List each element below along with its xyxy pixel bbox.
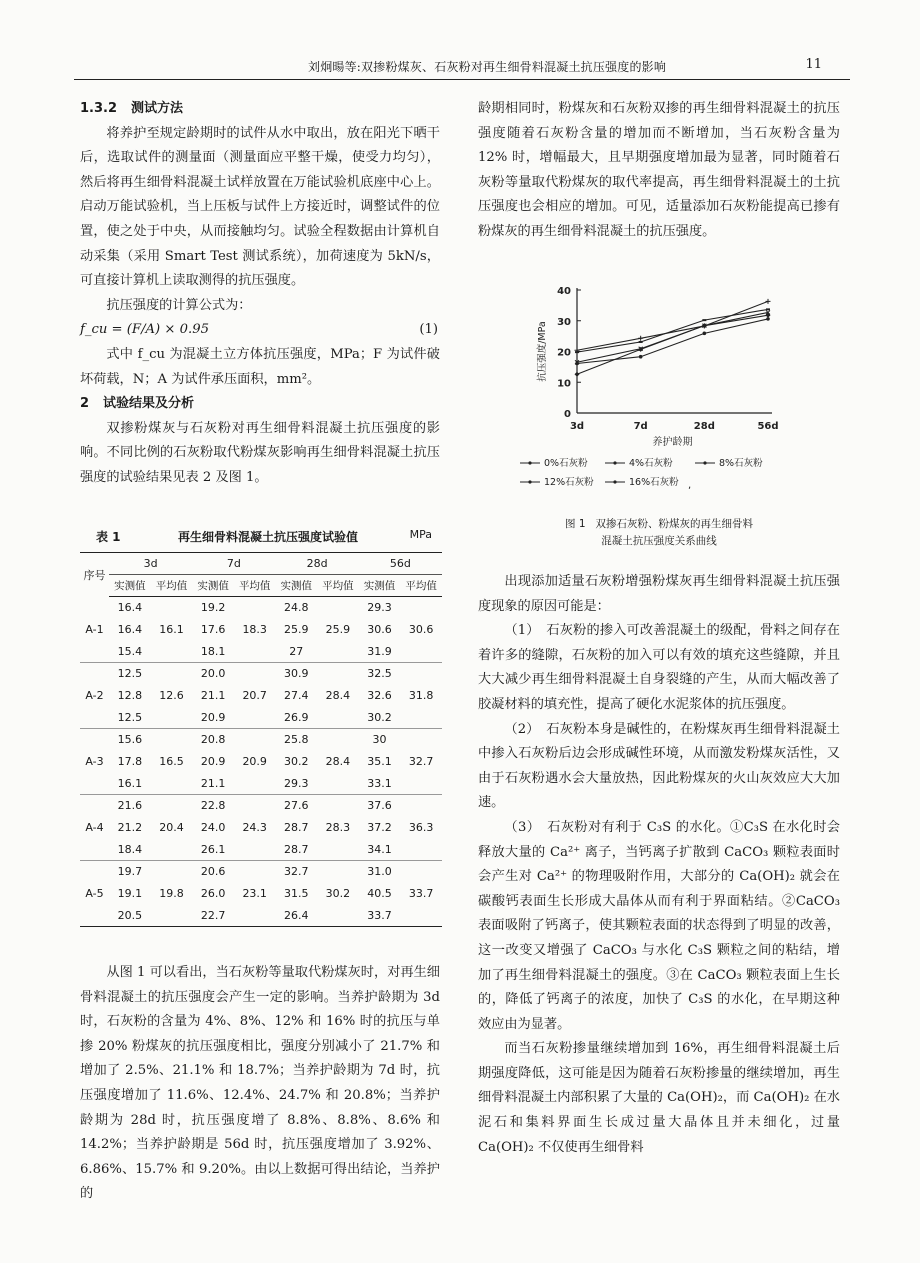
measured-value: 29.3 (276, 773, 318, 795)
measured-value: 20.9 (192, 707, 234, 729)
section-number: 2 (80, 396, 90, 412)
measured-value: 30 (372, 733, 387, 747)
section-heading-2 (80, 392, 440, 417)
legend-marker (703, 461, 706, 464)
measured-value: 16.4 (117, 601, 143, 615)
y-tick-label: 40 (557, 286, 571, 297)
formula-intro: 抗压强度的计算公式为： (106, 297, 252, 313)
measured-header: 实测值 (192, 575, 234, 597)
x-tick-label: 3d (569, 421, 585, 432)
measured-value: 15.4 (109, 641, 151, 663)
measured-value: 20.5 (109, 905, 151, 927)
running-header (74, 52, 850, 80)
measured-value: 19.7 (117, 865, 143, 879)
table-row (80, 795, 442, 817)
mean-value: 16.1 (151, 597, 193, 663)
paragraph-reason-intro: 出现添加适量石灰粉增强粉煤灰再生细骨料混凝土抗压强度现象的原因可能是： (478, 574, 840, 614)
figure-caption-line-1: 双掺石灰粉、粉煤灰的再生细骨料 (595, 518, 754, 530)
sample-id: A-2 (80, 663, 109, 729)
paragraph-final: 而当石灰粉掺量继续增加到 16%，再生细骨料混凝土后期强度降低，这可能是因为随着石灰粉掺量的继续增加，再生细骨料混凝土内部积累了大量的 Ca(OH)₂，而 Ca(OH)₂ 在水泥石和集料界面生长成过量大晶体且并未细化，过量 Ca(OH)₂ 不仅使再生细骨料 (478, 1041, 840, 1155)
sample-id: A-5 (80, 861, 109, 927)
y-tick-label: 30 (557, 316, 571, 328)
measured-header: 实测值 (359, 575, 401, 597)
measured-value: 28.7 (276, 839, 318, 861)
mean-value: 32.7 (400, 729, 442, 795)
measured-value: 33.7 (359, 905, 401, 927)
legend-label: 16%石灰粉 (629, 477, 679, 488)
formula-1 (80, 318, 440, 343)
measured-value: 31.9 (359, 641, 401, 663)
measured-value: 19.1 (117, 887, 143, 900)
figure-label: 图 1 (564, 518, 586, 530)
measured-value: 29.3 (367, 601, 392, 615)
mean-value: 23.1 (234, 861, 276, 927)
measured-value: 35.1 (367, 755, 392, 768)
measured-value: 28.7 (284, 821, 309, 834)
figure-caption (478, 516, 840, 550)
row-header: 序号 (80, 553, 109, 597)
measured-value: 34.1 (359, 839, 401, 861)
formula-note: 式中 f_cu 为混凝土立方体抗压强度，MPa；F 为试件破坏荷载，N；A 为试件承压面积，mm²。 (80, 346, 440, 387)
measured-value: 27.6 (284, 799, 309, 813)
data-point (639, 341, 643, 343)
table-caption: 再生细骨料混凝土抗压强度试验值 (178, 530, 359, 544)
data-point (766, 308, 770, 310)
mean-value: 20.7 (234, 663, 276, 729)
right-column-lower (478, 570, 840, 1160)
reason-1: （1） 石灰粉的掺入可改善混凝土的级配，骨料之间存在着许多的缝隙，石灰粉的加入可以有效的填充这些缝隙，并且大大减少再生细骨料混凝土自身裂缝的产生，从而大幅改善了胶凝材料的填充性，提高了硬化水泥浆体的抗压强度。 (478, 623, 840, 712)
measured-value: 17.8 (117, 755, 143, 768)
x-tick-label: 28d (693, 421, 715, 432)
measured-value: 30.6 (367, 623, 392, 636)
table-body (80, 597, 442, 927)
mean-value: 20.4 (151, 795, 193, 861)
data-point (766, 299, 771, 304)
data-point (575, 372, 580, 377)
measured-value: 31.0 (367, 865, 392, 879)
measured-value: 25.9 (284, 623, 309, 636)
page-number: 11 (805, 57, 822, 72)
y-axis-label: 抗压强度/MPa (537, 321, 548, 382)
measured-value: 30.2 (284, 755, 309, 768)
x-axis-label: 养护龄期 (652, 437, 693, 448)
legend-label: 0%石灰粉 (544, 458, 588, 469)
left-column-lower (80, 961, 440, 1207)
measured-value: 17.6 (200, 623, 226, 636)
legend-label: 8%石灰粉 (719, 458, 763, 469)
table-unit: MPa (409, 528, 432, 541)
measured-value: 27 (276, 641, 318, 663)
legend-marker (613, 480, 616, 483)
x-tick-label: 7d (633, 421, 648, 432)
line-chart (500, 278, 800, 508)
measured-value: 37.2 (367, 821, 392, 834)
measured-value: 24.0 (200, 821, 226, 834)
series-line-4 (577, 309, 768, 352)
section-title: 测试方法 (131, 101, 184, 116)
measured-value: 33.1 (359, 773, 401, 795)
day-header: 28d (276, 553, 359, 575)
measured-value: 12.5 (109, 707, 151, 729)
legend-label: 12%石灰粉 (544, 477, 594, 488)
mean-value: 36.3 (400, 795, 442, 861)
mean-header: 平均值 (151, 575, 193, 597)
measured-value: 21.6 (117, 799, 143, 813)
data-point (575, 351, 579, 353)
measured-value: 20.9 (200, 755, 226, 768)
mean-header: 平均值 (234, 575, 276, 597)
paragraph-continued: 龄期相同时，粉煤灰和石灰粉双掺的再生细骨料混凝土的抗压强度随着石灰粉含量的增加而不断增加，当石灰粉含量为 12% 时，增幅最大，且早期强度增加最为显著，同时随着石灰粉等量取代粉煤灰的取代率提高，再生细骨料混凝土的土抗压强度也会相应的增加。可见，适量添加石灰粉能提高已掺有粉煤灰的再生细骨料混凝土的抗压强度。 (478, 101, 840, 239)
mean-value: 16.5 (151, 729, 193, 795)
legend-marker (528, 480, 531, 483)
data-point (639, 355, 643, 359)
measured-value: 27.4 (284, 689, 309, 702)
measured-value: 21.2 (117, 821, 143, 834)
mean-value: 28.4 (317, 729, 359, 795)
measured-value: 32.5 (367, 667, 392, 681)
legend-label: 4%石灰粉 (629, 458, 673, 469)
left-column (80, 97, 440, 491)
measured-value: 22.7 (192, 905, 234, 927)
mean-value: 28.4 (317, 663, 359, 729)
mean-value: 30.6 (400, 597, 442, 663)
measured-value: 31.5 (284, 887, 309, 900)
mean-value: 28.3 (317, 795, 359, 861)
mean-value: 25.9 (317, 597, 359, 663)
reason-2: （2） 石灰粉本身是碱性的，在粉煤灰再生细骨料混凝土中掺入石灰粉后边会形成碱性环境，从而激发粉煤灰活性，又由于石灰粉遇水会大量放热，因此粉煤灰的火山灰效应大大加速。 (478, 721, 840, 811)
mean-value: 33.7 (400, 861, 442, 927)
measured-value: 18.1 (192, 641, 234, 663)
measured-value: 15.6 (117, 733, 143, 747)
measured-value: 32.6 (367, 689, 392, 702)
sample-id: A-4 (80, 795, 109, 861)
paragraph-method: 将养护至规定龄期时的试件从水中取出，放在阳光下晒干后，选取试件的测量面（测量面应平整干燥，使受力均匀），然后将再生细骨料混凝土试样放置在万能试验机底座中心上。启动万能试验机，当上压板与试件上方接近时，调整试件的位置，使之处于中央，从而接触均匀。试验全程数据由计算机自动采集（采用 Smart Test 测试系统），加荷速度为 5kN/s，可直接计算机上读取测得的抗压强度。 (80, 125, 440, 289)
measured-value: 37.6 (367, 799, 392, 813)
series-line-0 (577, 319, 768, 364)
legend-marker (613, 461, 616, 464)
measured-value: 26.9 (276, 707, 318, 729)
section-title: 试验结果及分析 (103, 396, 195, 412)
strength-table (80, 552, 442, 927)
formula-text: f_cu = (F/A) × 0.95 (80, 322, 209, 338)
y-tick-label: 20 (557, 347, 571, 359)
paragraph-analysis: 从图 1 可以看出，当石灰粉等量取代粉煤灰时，对再生细骨料混凝土的抗压强度会产生一定的影响。当养护龄期为 3d 时，石灰粉的含量为 4%、8%、12% 和 16% 时的抗压与单掺 20% 粉煤灰的抗压强度相比，强度分别减小了 21.7% 和增加了 2.5%、21.1% 和 18.7%；当养护龄期为 7d 时，抗压强度增加了 11.6%、12.4%、24.7% 和 20.8%；当养护龄期为 28d 时，抗压强度增了 8.8%、8.8%、8.6% 和 14.2%；当养护龄期是 56d 时，抗压强度增加了 3.92%、6.86%、15.7% 和 9.20%。由以上数据可得出结论，当养护的 (80, 965, 440, 1202)
mean-header: 平均值 (317, 575, 359, 597)
data-point (766, 313, 771, 318)
data-point (703, 332, 707, 336)
measured-value: 32.7 (284, 865, 309, 879)
mean-value: 20.9 (234, 729, 276, 795)
equation-number: (1) (419, 322, 438, 338)
sample-id: A-3 (80, 729, 109, 795)
y-tick-label: 10 (557, 378, 571, 390)
measured-value: 12.8 (117, 689, 143, 702)
measured-value: 21.1 (200, 689, 226, 702)
day-header: 7d (192, 553, 275, 575)
mean-value: 19.8 (151, 861, 193, 927)
measured-value: 21.1 (192, 773, 234, 795)
mean-value: 12.6 (151, 663, 193, 729)
measured-value: 18.4 (109, 839, 151, 861)
sample-id: A-1 (80, 597, 109, 663)
mean-header: 平均值 (400, 575, 442, 597)
measured-value: 12.5 (117, 667, 143, 681)
mean-value: 31.8 (400, 663, 442, 729)
section-number: 1.3.2 (80, 101, 118, 116)
measured-value: 20.6 (200, 865, 226, 879)
measured-value: 25.8 (284, 733, 309, 747)
table-row (80, 729, 442, 751)
measured-value: 30.9 (284, 667, 309, 681)
table-row (80, 663, 442, 685)
measured-value: 16.4 (117, 623, 143, 636)
measured-value: 16.1 (109, 773, 151, 795)
table-row (80, 597, 442, 619)
measured-value: 26.1 (192, 839, 234, 861)
measured-value: 26.0 (200, 887, 226, 900)
table-label: 表 1 (96, 530, 121, 544)
measured-header: 实测值 (109, 575, 151, 597)
measured-value: 40.5 (367, 887, 392, 900)
day-header: 56d (359, 553, 442, 575)
measured-value: 30.2 (359, 707, 401, 729)
measured-value: 24.8 (284, 601, 309, 615)
y-tick-label: 0 (564, 409, 571, 420)
figure-caption-line-2: 混凝土抗压强度关系曲线 (601, 535, 717, 547)
legend-trailing-mark: , (688, 480, 692, 491)
right-column-upper (478, 97, 840, 245)
data-point (638, 336, 643, 341)
measured-header: 实测值 (276, 575, 318, 597)
measured-value: 20.8 (200, 733, 226, 747)
mean-value: 24.3 (234, 795, 276, 861)
reason-3: （3） 石灰粉对有利于 C₃S 的水化。①C₃S 在水化时会释放大量的 Ca²⁺ 离子，当钙离子扩散到 CaCO₃ 颗粒表面时会产生对 Ca²⁺ 的物理吸附作用，大部分的 Ca(OH)₂ 就会在碳酸钙表面生长形成大晶体从而有利于界面粘结。②CaCO₃ 表面吸附了钙离子，使其颗粒表面的状态得到了明显的改善，这一改变又增强了 CaCO₃ 与水化 C₃S 颗粒之间的粘结，增加了再生细骨料混凝土的强度。③在 CaCO₃ 颗粒表面上生长的，降低了钙离子的浓度，加快了 C₃S 的水化，在早期这种效应由为显著。 (478, 819, 840, 1032)
mean-value: 30.2 (317, 861, 359, 927)
running-title: 刘炯暘等:双掺粉煤灰、石灰粉对再生细骨料混凝土抗压强度的影响 (308, 60, 667, 74)
mean-value: 18.3 (234, 597, 276, 663)
measured-value: 22.8 (200, 799, 226, 813)
paragraph-results: 双掺粉煤灰与石灰粉对再生细骨料混凝土抗压强度的影响。不同比例的石灰粉取代粉煤灰影响再生细骨料混凝土抗压强度的试验结果见表 2 及图 1。 (80, 420, 440, 485)
measured-value: 20.0 (200, 667, 226, 681)
data-point (702, 319, 706, 321)
measured-value: 19.2 (200, 601, 226, 615)
section-heading-1-3-2 (80, 97, 440, 122)
table-row (80, 861, 442, 883)
legend-marker (528, 461, 531, 464)
day-header: 3d (109, 553, 192, 575)
measured-value: 26.4 (276, 905, 318, 927)
x-tick-label: 56d (757, 421, 779, 432)
